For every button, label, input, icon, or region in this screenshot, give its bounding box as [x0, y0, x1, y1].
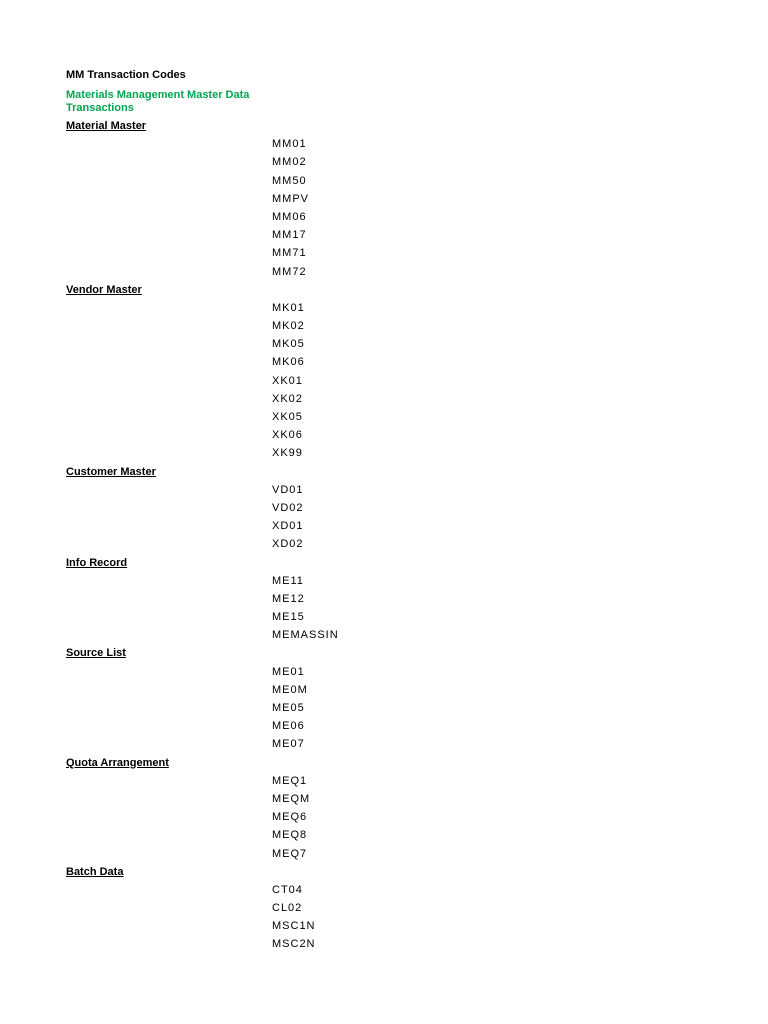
transaction-code: XD01 [272, 520, 304, 533]
section-group [0, 863, 768, 954]
transaction-code: MEMASSIN [272, 629, 339, 642]
transaction-code: CT04 [272, 883, 303, 896]
transaction-code: MM01 [272, 138, 307, 151]
section-group [0, 117, 768, 281]
section-heading: Quota Arrangement [66, 756, 169, 769]
section-heading: Source List [66, 647, 126, 660]
section-group [0, 754, 768, 863]
transaction-code: MM50 [272, 174, 307, 187]
transaction-code: XD02 [272, 538, 304, 551]
transaction-code: MEQ6 [272, 811, 308, 824]
transaction-code: XK05 [272, 411, 303, 423]
transaction-code: MK06 [272, 356, 305, 369]
transaction-code: VD02 [272, 501, 304, 514]
transaction-code: MM06 [272, 210, 307, 223]
transaction-code: ME12 [272, 592, 305, 605]
transaction-code: XK01 [272, 374, 303, 387]
transaction-code: VD01 [272, 483, 304, 496]
section-group [0, 281, 768, 463]
section-heading: Customer Master [66, 465, 156, 478]
transaction-code: XK06 [272, 429, 303, 442]
section-group [0, 644, 768, 753]
transaction-code: ME0M [272, 683, 308, 696]
section-heading: Batch Data [66, 865, 124, 878]
transaction-code: ME07 [272, 738, 305, 751]
transaction-sections [0, 117, 768, 954]
section-group [0, 554, 768, 645]
transaction-code: ME06 [272, 720, 305, 733]
transaction-code: MM72 [272, 265, 307, 278]
section-heading: Vendor Master [66, 283, 142, 296]
transaction-code: MEQ1 [272, 774, 308, 787]
transaction-code: MM17 [272, 229, 307, 242]
transaction-code: XK02 [272, 392, 303, 405]
transaction-code: ME01 [272, 665, 305, 678]
transaction-code: MK01 [272, 301, 305, 314]
transaction-code: MSC1N [272, 920, 316, 933]
transaction-code: MK02 [272, 320, 305, 333]
section-heading: Info Record [66, 556, 128, 569]
section-heading: Material Master [66, 120, 147, 132]
transaction-code: CL02 [272, 902, 303, 915]
transaction-code: MSC2N [272, 938, 316, 951]
transaction-code: ME15 [272, 611, 305, 624]
transaction-code: XK99 [272, 447, 303, 460]
transaction-code: MMPV [272, 192, 309, 205]
page-title: MM Transaction Codes [66, 69, 186, 81]
transaction-code: ME11 [272, 574, 304, 587]
section-group [0, 463, 768, 554]
transaction-code: MM02 [272, 156, 307, 169]
page-subtitle: Materials Management Master Data Transactions [66, 89, 250, 114]
transaction-code: MEQ7 [272, 847, 308, 860]
transaction-code: MK05 [272, 338, 305, 351]
transaction-code: MEQM [272, 792, 311, 805]
transaction-code: MEQ8 [272, 829, 308, 842]
transaction-code: ME05 [272, 702, 305, 714]
transaction-code: MM71 [272, 247, 307, 260]
